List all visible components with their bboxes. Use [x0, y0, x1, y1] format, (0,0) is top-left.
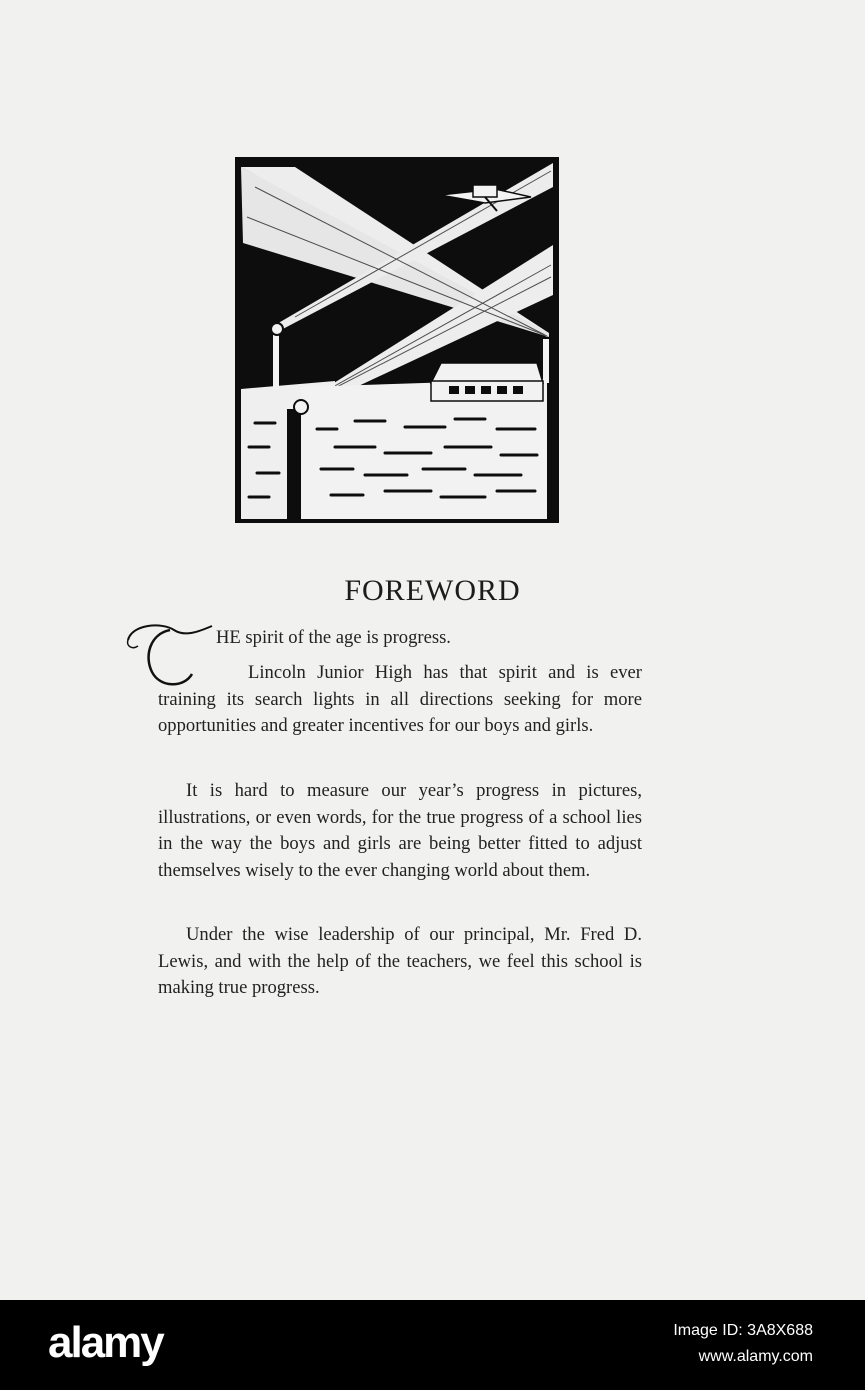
foreword-paragraph-3: Under the wise leadership of our principal, Mr. Fred D. Lewis, and with the help of the teachers, we feel this school is making true progress.: [158, 924, 642, 998]
foreword-heading: FOREWORD: [344, 574, 521, 607]
site-url-label: www.alamy.com: [698, 1348, 813, 1365]
foreword-first-line: HE spirit of the age is progress.: [216, 627, 451, 648]
svg-text:T: T: [122, 616, 123, 617]
foreword-paragraph-2: It is hard to measure our year’s progress in pictures, illustrations, or even words, for the true progress of a school lies in the way the boys and girls are being better fitted to adjust themselves wisely to the ever changing world about them.: [158, 780, 642, 881]
alamy-logo: alamy: [48, 1318, 163, 1367]
foreword-paragraph-1: [158, 660, 642, 740]
paragraph-1-text: Lincoln Junior High has that spirit and is ever training its search lights in all directions seeking for more opportunities and greater incentives for our boys and girls.: [158, 662, 642, 736]
school-building-icon: [431, 363, 543, 401]
searchlight-woodcut-illustration: [235, 157, 559, 523]
image-id-label: Image ID: 3A8X688: [673, 1322, 813, 1339]
